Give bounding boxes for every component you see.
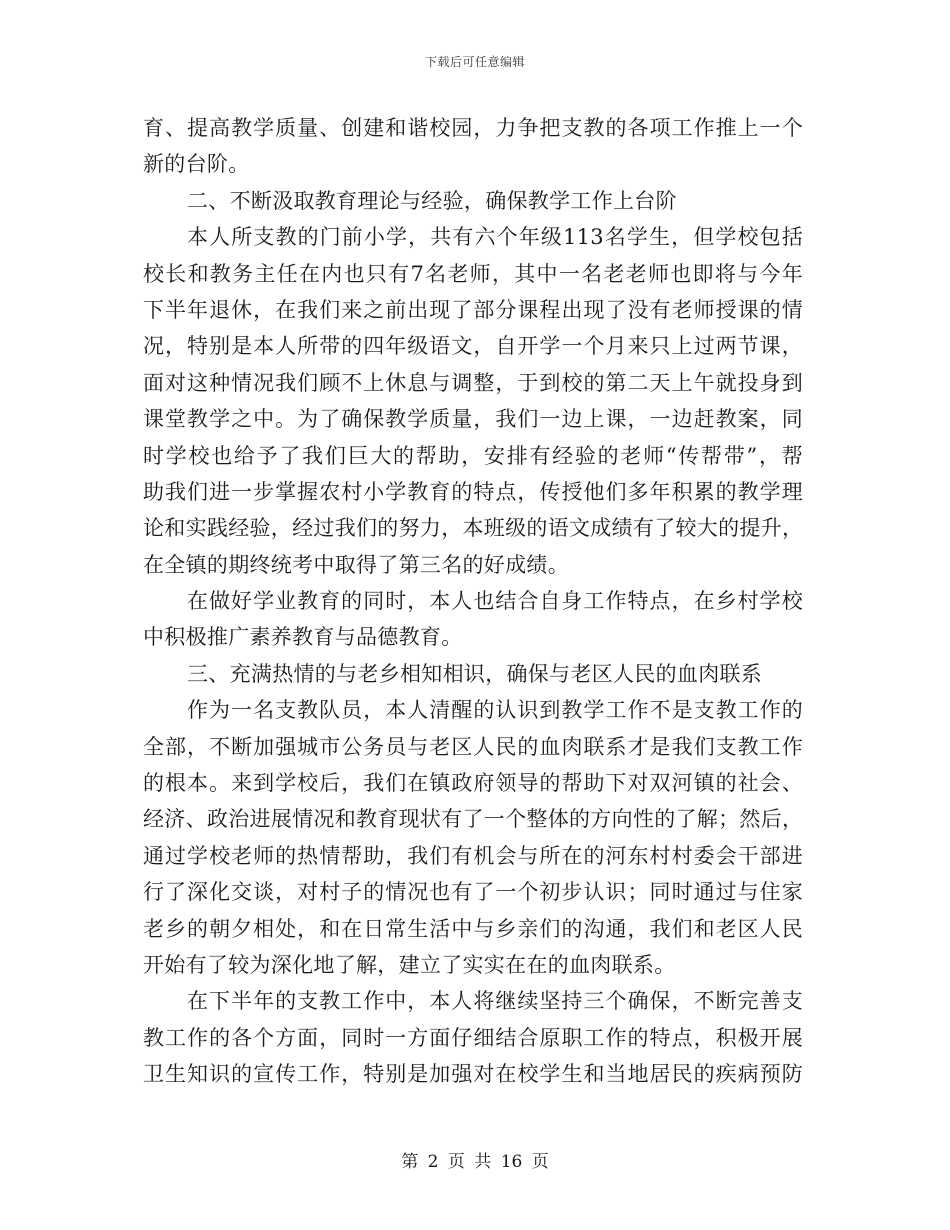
body-line: 在做好学业教育的同时，本人也结合自身工作特点，在乡村学校 [187,589,803,614]
body-line: 行了深化交谈，对村子的情况也有了一个初步认识；同时通过与住家 [143,880,803,905]
body-line: 论和实践经验，经过我们的努力，本班级的语文成绩有了较大的提升， [143,516,804,541]
body-line: 全部，不断加强城市公务员与老区人民的血肉联系才是我们支教工作 [143,734,803,759]
body-line: 面对这种情况我们顾不上休息与调整，于到校的第二天上午就投身到 [143,370,803,395]
section-heading: 三、充满热情的与老乡相知相识，确保与老区人民的血肉联系 [187,661,763,686]
body-line: 况，特别是本人所带的四年级语文，自开学一个月来只上过两节课， [143,334,803,359]
body-line: 通过学校老师的热情帮助，我们有机会与所在的河东村村委会干部进 [143,843,803,868]
body-line: 中积极推广素养教育与品德教育。 [143,625,463,650]
body-line: 教工作的各个方面，同时一方面仔细结合原职工作的特点，积极开展 [143,1025,803,1050]
body-line: 助我们进一步掌握农村小学教育的特点，传授他们多年积累的教学理 [143,479,803,504]
page-header: 下载后可任意编辑 [424,55,525,69]
body-line: 新的台阶。 [143,152,250,177]
body-line: 作为一名支教队员，本人清醒的认识到教学工作不是支教工作的 [187,698,803,723]
body-line: 在下半年的支教工作中，本人将继续坚持三个确保，不断完善支 [187,989,803,1014]
section-heading: 二、不断汲取教育理论与经验，确保教学工作上台阶 [187,188,677,213]
document-body [143,110,803,1093]
body-line: 在全镇的期终统考中取得了第三名的好成绩。 [143,552,569,577]
body-line: 时学校也给予了我们巨大的帮助，安排有经验的老师“传帮带”，帮 [143,443,803,468]
body-line: 经济、政治进展情况和教育现状有了一个整体的方向性的了解；然后， [143,807,804,832]
page-number-footer: 第 2 页 共 16 页 [401,1152,549,1172]
body-line: 校长和教务主任在内也只有7名老师，其中一名老老师也即将与今年 [143,261,803,286]
body-line: 下半年退休，在我们来之前出现了部分课程出现了没有老师授课的情 [143,297,803,322]
body-line: 育、提高教学质量、创建和谐校园，力争把支教的各项工作推上一个 [143,116,803,140]
body-line: 开始有了较为深化地了解，建立了实实在在的血肉联系。 [143,952,676,977]
body-line: 的根本。来到学校后，我们在镇政府领导的帮助下对双河镇的社会、 [143,771,803,796]
body-line: 本人所支教的门前小学，共有六个年级113名学生，但学校包括 [187,225,803,250]
body-line: 课堂教学之中。为了确保教学质量，我们一边上课，一边赶教案，同 [143,407,803,432]
body-line: 卫生知识的宣传工作，特别是加强对在校学生和当地居民的疾病预防 [143,1062,803,1087]
body-line: 老乡的朝夕相处，和在日常生活中与乡亲们的沟通，我们和老区人民 [143,916,803,941]
